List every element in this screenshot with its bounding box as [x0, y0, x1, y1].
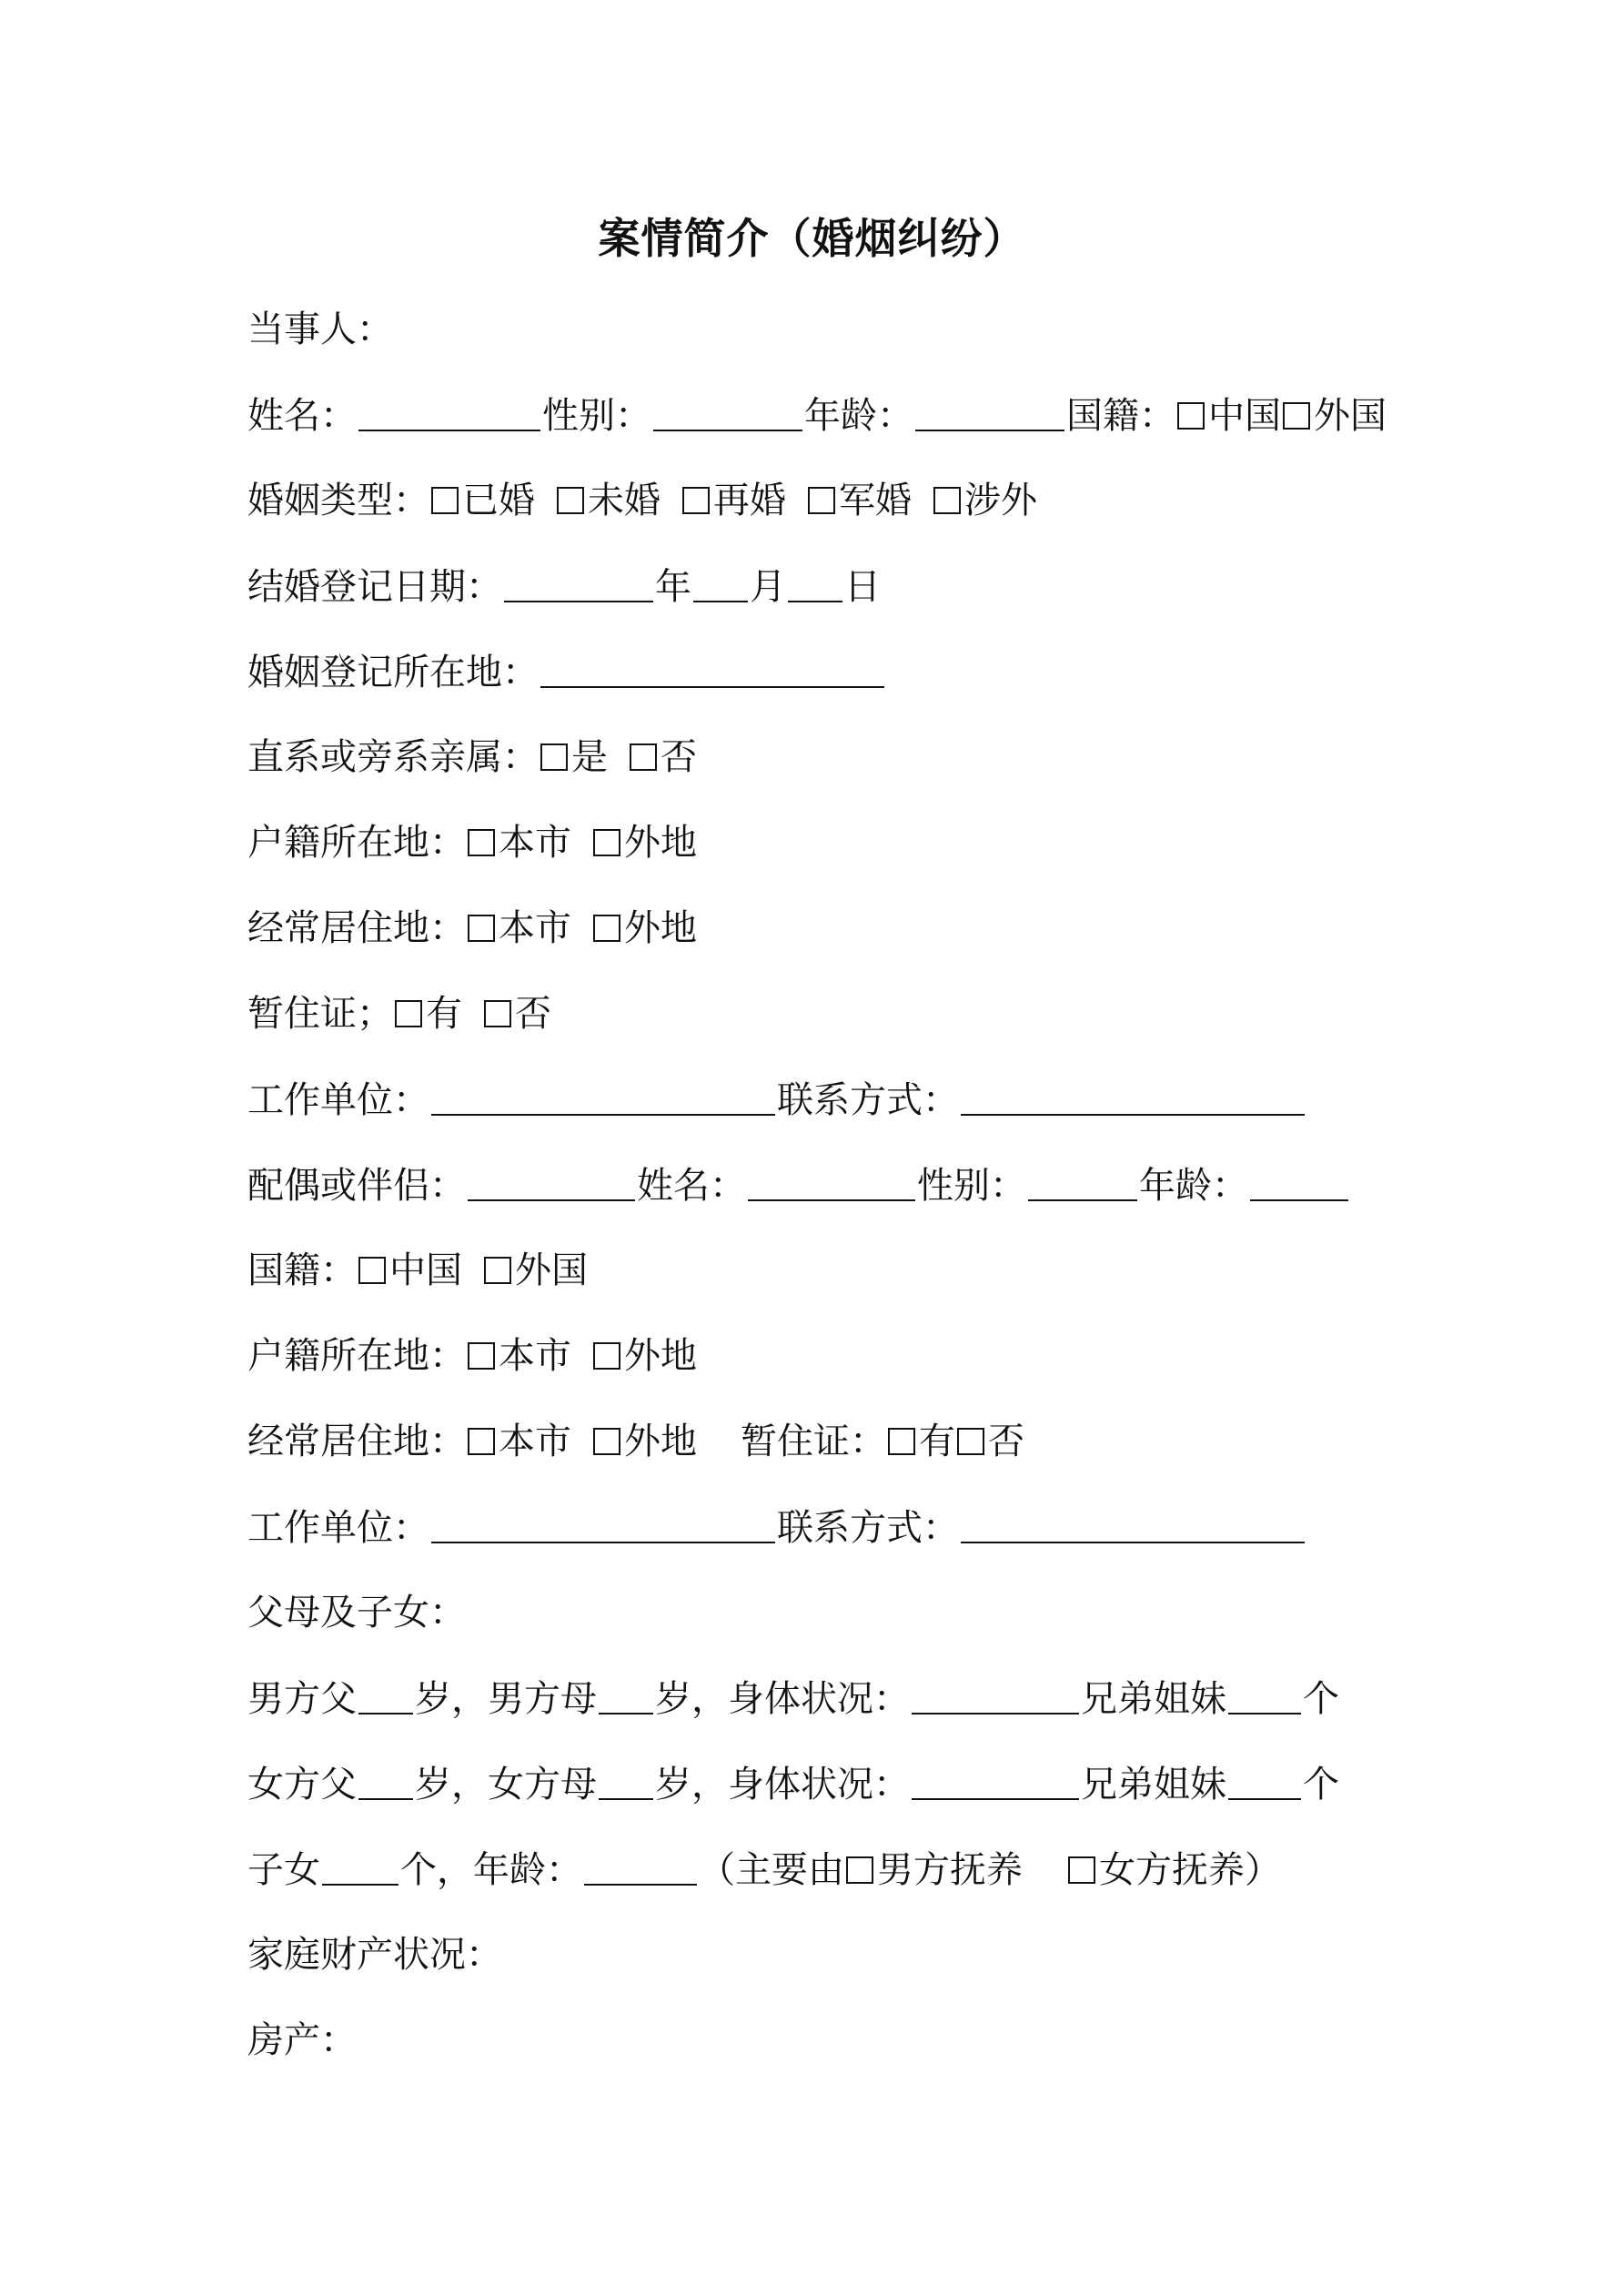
spouse-work-row — [247, 1502, 1306, 1553]
remarried-checkbox[interactable] — [682, 487, 710, 514]
party-heading-row — [247, 304, 393, 355]
spouse-hukou-other-checkbox[interactable] — [593, 1342, 620, 1370]
nationality-foreign-checkbox[interactable] — [1283, 402, 1310, 430]
residence-label: 经常居住地： — [247, 907, 466, 949]
residence-other-label: 外地 — [624, 907, 697, 949]
spouse-residence-other-label: 外地 — [624, 1421, 697, 1462]
residence-local-checkbox[interactable] — [468, 915, 495, 942]
gender-label: 性别： — [542, 395, 651, 437]
reg-month-field[interactable] — [693, 564, 748, 602]
unmarried-label: 未婚 — [588, 480, 661, 521]
spouse-age-label: 年龄： — [1139, 1165, 1248, 1207]
custody-female-label: 女方抚养 — [1099, 1849, 1245, 1891]
age-label: 年龄： — [804, 395, 913, 437]
hukou-other-checkbox[interactable] — [593, 829, 620, 856]
married-label: 已婚 — [462, 480, 535, 521]
family-heading-row — [247, 1587, 466, 1638]
male-father-label: 男方父 — [247, 1678, 357, 1720]
unmarried-checkbox[interactable] — [557, 487, 584, 514]
spouse-hukou-local-label: 本市 — [499, 1335, 571, 1377]
party-work-row — [247, 1074, 1306, 1125]
custody-male-label: 男方抚养 — [877, 1849, 1023, 1891]
spouse-nat-foreign-checkbox[interactable] — [484, 1257, 511, 1284]
ge-label: 个 — [1303, 1678, 1339, 1720]
reg-day-field[interactable] — [788, 564, 842, 602]
female-health-label: 身体状况： — [728, 1764, 910, 1805]
children-age-field[interactable] — [584, 1847, 697, 1886]
sui-label: 岁， — [415, 1678, 488, 1720]
age-field[interactable] — [915, 393, 1064, 431]
children-ge-label: 个， — [400, 1849, 473, 1891]
sui-label: 岁， — [655, 1678, 728, 1720]
spouse-hukou-row — [247, 1330, 697, 1381]
spouse-residence-local-checkbox[interactable] — [468, 1428, 495, 1455]
male-mother-label: 男方母 — [488, 1678, 597, 1720]
party-basic-row — [247, 389, 1387, 440]
permit-label: 暂住证； — [247, 993, 393, 1035]
spouse-field[interactable] — [468, 1163, 635, 1201]
property-heading: 家庭财产状况： — [247, 1934, 502, 1976]
military-marriage-label: 军婚 — [839, 480, 912, 521]
children-row — [247, 1844, 1281, 1895]
military-marriage-checkbox[interactable] — [808, 487, 835, 514]
spouse-name-field[interactable] — [748, 1163, 915, 1201]
female-health-field[interactable] — [912, 1762, 1079, 1800]
spouse-basic-row — [247, 1159, 1350, 1210]
relative-row — [247, 732, 697, 783]
reg-place-label: 婚姻登记所在地： — [247, 652, 539, 693]
spouse-permit-no-label: 否 — [988, 1421, 1024, 1462]
spouse-residence-row — [247, 1416, 1024, 1467]
hukou-local-checkbox[interactable] — [468, 829, 495, 856]
hukou-local-label: 本市 — [499, 822, 571, 864]
marriage-type-label: 婚姻类型： — [247, 480, 429, 521]
spouse-work-label: 工作单位： — [247, 1507, 429, 1549]
work-label: 工作单位： — [247, 1079, 429, 1121]
spouse-label: 配偶或伴侣： — [247, 1165, 466, 1207]
spouse-contact-label: 联系方式： — [777, 1507, 959, 1549]
property-heading-row — [247, 1929, 502, 1980]
gender-field[interactable] — [653, 393, 802, 431]
female-siblings-label: 兄弟姐妹 — [1081, 1764, 1226, 1805]
male-siblings-field[interactable] — [1228, 1676, 1301, 1714]
permit-row — [247, 988, 551, 1039]
spouse-permit-yes-label: 有 — [919, 1421, 955, 1462]
children-count-field[interactable] — [322, 1847, 398, 1886]
spouse-residence-local-label: 本市 — [499, 1421, 571, 1462]
reg-year-field[interactable] — [504, 564, 653, 602]
permit-yes-checkbox[interactable] — [395, 1000, 422, 1027]
nationality-china-label: 中国 — [1208, 395, 1281, 437]
residence-other-checkbox[interactable] — [593, 915, 620, 942]
spouse-nat-foreign-label: 外国 — [515, 1249, 588, 1291]
page-title: 案情简介（婚烟纠纷） — [598, 214, 1026, 263]
contact-field[interactable] — [961, 1077, 1305, 1116]
male-mother-age-field[interactable] — [599, 1676, 653, 1714]
married-checkbox[interactable] — [431, 487, 459, 514]
spouse-contact-field[interactable] — [961, 1505, 1305, 1543]
children-label: 子女 — [247, 1849, 320, 1891]
spouse-permit-yes-checkbox[interactable] — [888, 1428, 915, 1455]
spouse-hukou-other-label: 外地 — [624, 1335, 697, 1377]
foreign-marriage-checkbox[interactable] — [933, 487, 961, 514]
spouse-hukou-label: 户籍所在地： — [247, 1335, 466, 1377]
reg-place-field[interactable] — [540, 650, 884, 688]
custody-female-checkbox[interactable] — [1068, 1856, 1095, 1884]
hukou-row — [247, 817, 697, 868]
day-label: 日 — [844, 566, 881, 608]
custody-male-checkbox[interactable] — [846, 1856, 873, 1884]
male-father-age-field[interactable] — [358, 1676, 413, 1714]
reg-date-row — [247, 561, 881, 612]
female-mother-label: 女方母 — [488, 1764, 597, 1805]
year-label: 年 — [655, 566, 691, 608]
nationality-label: 国籍： — [1066, 395, 1175, 437]
residence-row — [247, 903, 697, 954]
custody-open-label: （主要由 — [699, 1849, 844, 1891]
spouse-residence-label: 经常居住地： — [247, 1421, 466, 1462]
remarried-label: 再婚 — [713, 480, 786, 521]
month-label: 月 — [750, 566, 786, 608]
spouse-nationality-row — [247, 1245, 588, 1296]
relative-label: 直系或旁系亲属： — [247, 736, 539, 778]
relative-yes-checkbox[interactable] — [540, 743, 568, 771]
house-label: 房产： — [247, 2019, 357, 2061]
spouse-residence-other-checkbox[interactable] — [593, 1428, 620, 1455]
spouse-gender-label: 性别： — [917, 1165, 1026, 1207]
custody-close-label: ） — [1245, 1849, 1281, 1891]
nationality-china-checkbox[interactable] — [1177, 402, 1205, 430]
spouse-nationality-label: 国籍： — [247, 1249, 357, 1291]
male-health-field[interactable] — [912, 1676, 1079, 1714]
spouse-gender-field[interactable] — [1028, 1163, 1137, 1201]
spouse-work-field[interactable] — [431, 1505, 775, 1543]
permit-no-label: 否 — [515, 993, 551, 1035]
male-parents-row — [247, 1673, 1339, 1724]
spouse-name-label: 姓名： — [637, 1165, 746, 1207]
spouse-hukou-local-checkbox[interactable] — [468, 1342, 495, 1370]
spouse-nat-china-checkbox[interactable] — [358, 1257, 386, 1284]
hukou-other-label: 外地 — [624, 822, 697, 864]
spouse-nat-china-label: 中国 — [389, 1249, 462, 1291]
relative-no-checkbox[interactable] — [630, 743, 657, 771]
house-row — [247, 2015, 357, 2066]
female-father-label: 女方父 — [247, 1764, 357, 1805]
residence-local-label: 本市 — [499, 907, 571, 949]
marriage-type-row — [247, 475, 1037, 526]
spouse-permit-label: 暂住证： — [741, 1421, 886, 1462]
reg-place-row — [247, 646, 886, 697]
hukou-label: 户籍所在地： — [247, 822, 466, 864]
female-father-age-field[interactable] — [358, 1762, 413, 1800]
contact-label: 联系方式： — [777, 1079, 959, 1121]
spouse-permit-no-checkbox[interactable] — [957, 1428, 984, 1455]
female-parents-row — [247, 1758, 1339, 1809]
relative-no-label: 否 — [661, 736, 697, 778]
female-mother-age-field[interactable] — [599, 1762, 653, 1800]
family-heading: 父母及子女： — [247, 1592, 466, 1633]
ge-label: 个 — [1303, 1764, 1339, 1805]
name-label: 姓名： — [247, 395, 357, 437]
male-siblings-label: 兄弟姐妹 — [1081, 1678, 1226, 1720]
permit-no-checkbox[interactable] — [484, 1000, 511, 1027]
reg-date-label: 结婚登记日期： — [247, 566, 502, 608]
foreign-marriage-label: 涉外 — [964, 480, 1037, 521]
permit-yes-label: 有 — [426, 993, 462, 1035]
male-health-label: 身体状况： — [728, 1678, 910, 1720]
sui-label: 岁， — [655, 1764, 728, 1805]
work-field[interactable] — [431, 1077, 775, 1116]
nationality-foreign-label: 外国 — [1314, 395, 1387, 437]
relative-yes-label: 是 — [571, 736, 608, 778]
female-siblings-field[interactable] — [1228, 1762, 1301, 1800]
name-field[interactable] — [358, 393, 540, 431]
children-age-label: 年龄： — [473, 1849, 582, 1891]
spouse-age-field[interactable] — [1250, 1163, 1348, 1201]
sui-label: 岁， — [415, 1764, 488, 1805]
party-heading: 当事人： — [247, 308, 393, 350]
